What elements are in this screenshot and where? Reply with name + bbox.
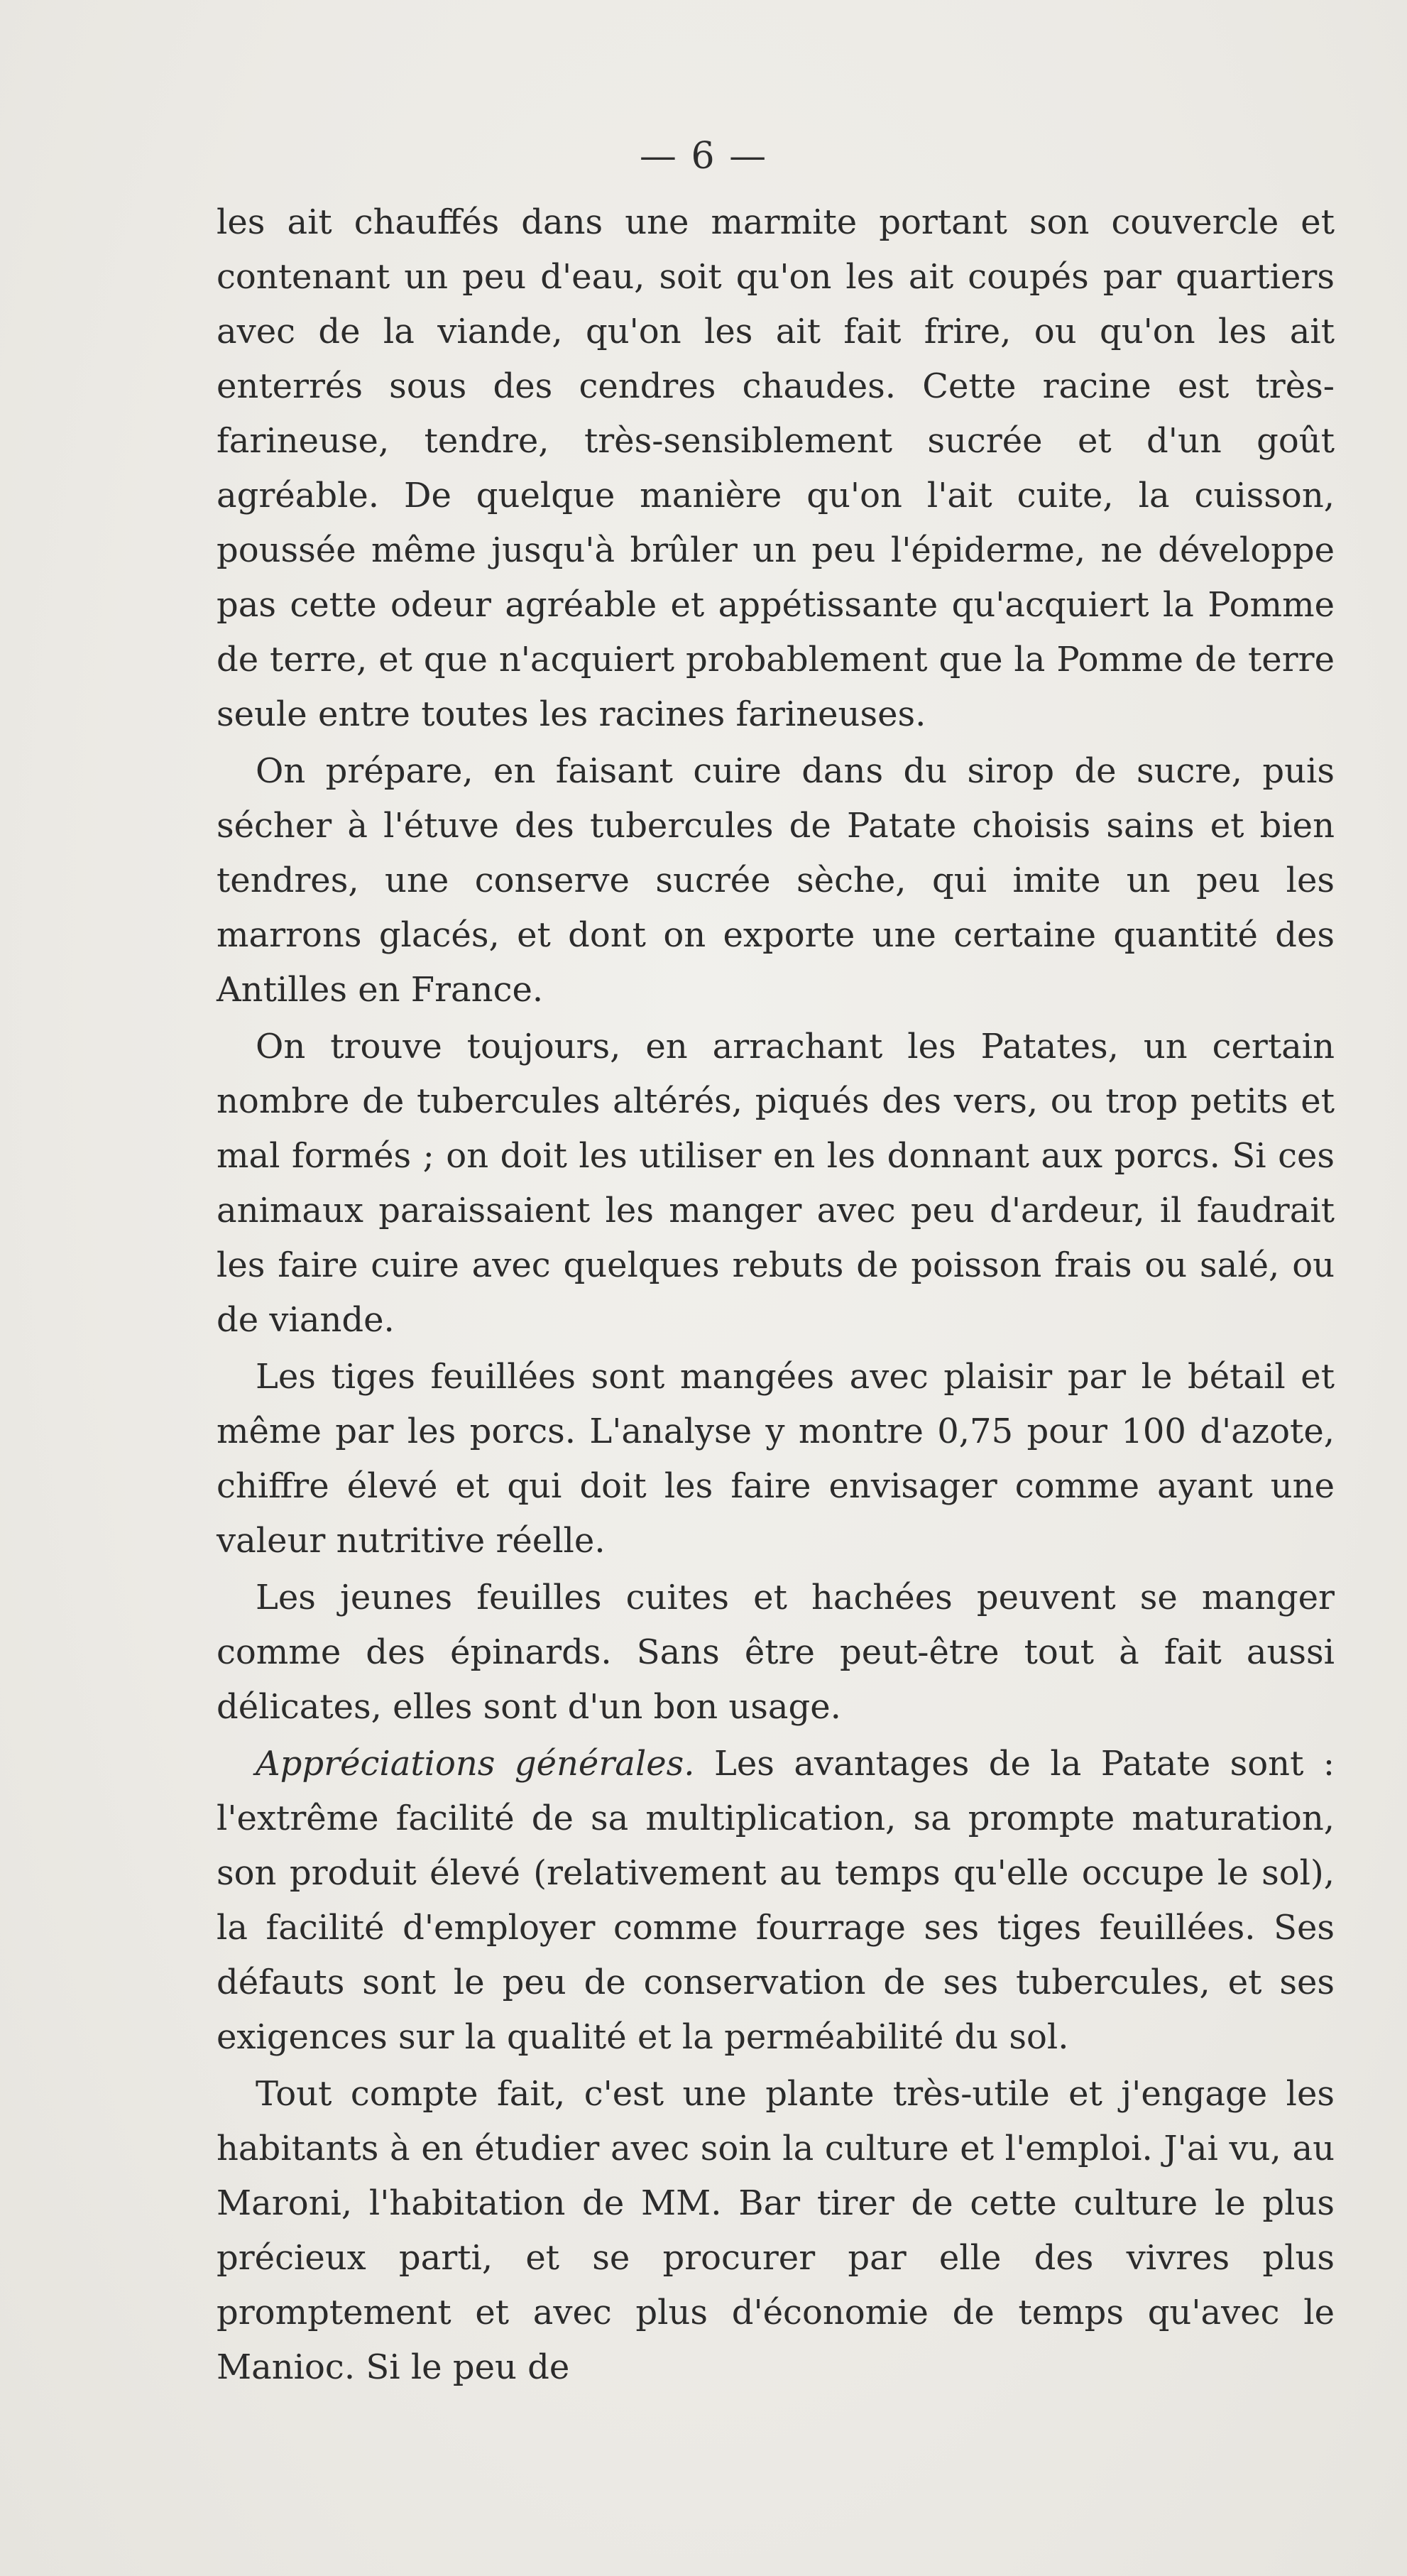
- paragraph-conserve: On prépare, en faisant cuire dans du sirop de sucre, puis sécher à l'étuve des tubercules de Patate choisis sains et bien tendres, une conserve sucrée sèche, qui imite un peu les marrons glacés, et dont on exporte une certaine quantité des Antilles en France.: [217, 751, 1335, 1010]
- paragraph-appreciations: [217, 1737, 1335, 2065]
- body-text: [217, 195, 1335, 2395]
- section-heading: Appréciations générales.: [256, 1744, 695, 1784]
- paragraph-appreciations-text: Les avantages de la Patate sont : l'extrême facilité de sa multiplication, sa prompte maturation, son produit élevé (relativement au temps qu'elle occupe le sol), la facilité d'employer comme fourrage ses tiges feuillées. Ses défauts sont le peu de conservation de ses tubercules, et ses exigences sur la qualité et la perméabilité du sol.: [217, 1744, 1335, 2057]
- paragraph-tiges: Les tiges feuillées sont mangées avec plaisir par le bétail et même par les porcs. L'analyse y montre 0,75 pour 100 d'azote, chiffre élevé et qui doit les faire envisager comme ayant une valeur nutritive réelle.: [217, 1357, 1335, 1561]
- paragraph-tubercules: On trouve toujours, en arrachant les Patates, un certain nombre de tubercules altérés, piqués des vers, ou trop petits et mal formés ; on doit les utiliser en les donnant aux porcs. Si ces animaux paraissaient les manger avec peu d'ardeur, il faudrait les faire cuire avec quelques rebuts de poisson frais ou salé, ou de viande.: [217, 1027, 1335, 1340]
- paragraph-conclusion: Tout compte fait, c'est une plante très-utile et j'engage les habitants à en étudier avec soin la culture et l'emploi. J'ai vu, au Maroni, l'habitation de MM. Bar tirer de cette culture le plus précieux parti, et se procurer par elle des vivres plus promptement et avec plus d'économie de temps qu'avec le Manioc. Si le peu de: [217, 2074, 1335, 2387]
- page-number: — 6 —: [639, 135, 768, 178]
- paragraph-continuation: les ait chauffés dans une marmite portant son couvercle et contenant un peu d'eau, soit qu'on les ait coupés par quartiers avec de la viande, qu'on les ait fait frire, ou qu'on les ait enterrés sous des cendres chaudes. Cette racine est très-farineuse, tendre, très-sensiblement sucrée et d'un goût agréable. De quelque manière qu'on l'ait cuite, la cuisson, poussée même jusqu'à brûler un peu l'épiderme, ne développe pas cette odeur agréable et appétissante qu'acquiert la Pomme de terre, et que n'acquiert probablement que la Pomme de terre seule entre toutes les racines farineuses.: [217, 202, 1335, 734]
- paragraph-feuilles: Les jeunes feuilles cuites et hachées peuvent se manger comme des épinards. Sans être peut-être tout à fait aussi délicates, elles sont d'un bon usage.: [217, 1578, 1335, 1727]
